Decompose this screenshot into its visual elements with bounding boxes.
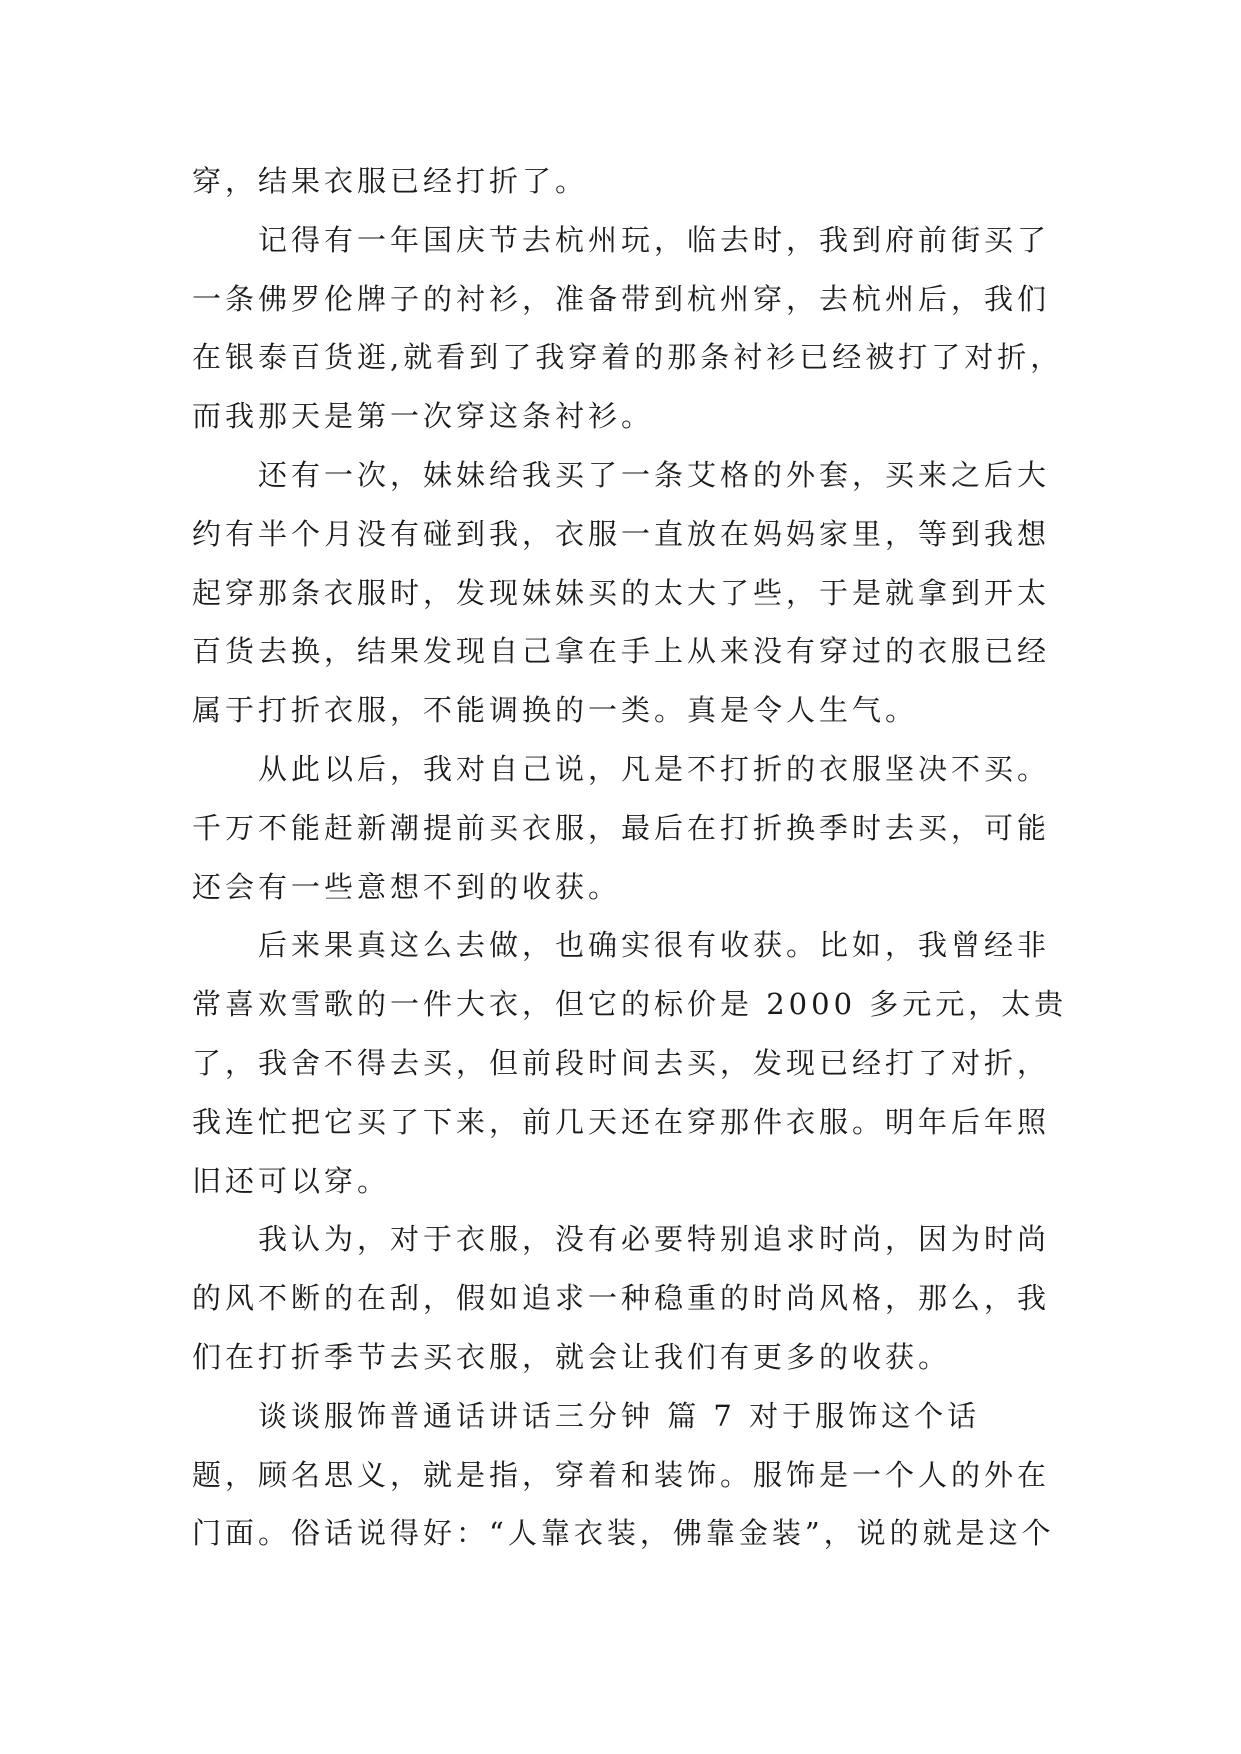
text-line: 我认为，对于衣服，没有必要特别追求时尚，因为时尚 xyxy=(258,1222,1051,1257)
text-line: 穿，结果衣服已经打折了。 xyxy=(192,164,589,198)
text-line: 还有一次，妹妹给我买了一条艾格的外套，买来之后大 xyxy=(258,457,1051,492)
text-line: 的风不断的在刮，假如追求一种稳重的时尚风格，那么，我 xyxy=(192,1281,1051,1316)
text-line: 门面。俗话说得好：“人靠衣装，佛靠金装”，说的就是这个 xyxy=(192,1516,1055,1551)
text-line: 一条佛罗伦牌子的衬衫，准备带到杭州穿，去杭州后，我们 xyxy=(192,281,1051,316)
text-line: 们在打折季节去买衣服，就会让我们有更多的收获。 xyxy=(192,1339,952,1374)
paragraph xyxy=(192,211,1062,446)
body-text xyxy=(192,152,1068,1563)
text-line: 常喜欢雪歌的一件大衣，但它的标价是 2000 多元元，太贵 xyxy=(192,987,1068,1022)
text-line: 在银泰百货逛,就看到了我穿着的那条衬衫已经被打了对折， xyxy=(192,340,1064,375)
text-line: 属于打折衣服，不能调换的一类。真是令人生气。 xyxy=(192,693,919,728)
paragraph xyxy=(192,1210,1062,1386)
paragraph xyxy=(192,916,1068,1210)
text-line: 后来果真这么去做，也确实很有收获。比如，我曾经非 xyxy=(258,928,1051,963)
text-line: 而我那天是第一次穿这条衬衫。 xyxy=(192,399,655,434)
text-line: 约有半个月没有碰到我，衣服一直放在妈妈家里，等到我想 xyxy=(192,516,1051,551)
text-line: 千万不能赶新潮提前买衣服，最后在打折换季时去买，可能 xyxy=(192,810,1051,845)
text-line: 百货去换，结果发现自己拿在手上从来没有穿过的衣服已经 xyxy=(192,634,1051,669)
text-line: 谈谈服饰普通话讲话三分钟 篇 7 对于服饰这个话 xyxy=(258,1398,981,1433)
paragraph xyxy=(192,1387,1062,1563)
text-line: 题，顾名思义，就是指，穿着和装饰。服饰是一个人的外在 xyxy=(192,1457,1051,1492)
paragraph xyxy=(192,740,1062,916)
text-line: 从此以后，我对自己说，凡是不打折的衣服坚决不买。 xyxy=(258,751,1051,786)
text-line: 起穿那条衣服时，发现妹妹买的太大了些，于是就拿到开太 xyxy=(192,575,1051,610)
text-line: 旧还可以穿。 xyxy=(192,1163,391,1198)
text-line: 记得有一年国庆节去杭州玩，临去时，我到府前街买了 xyxy=(258,222,1051,257)
text-line: 了，我舍不得去买，但前段时间去买，发现已经打了对折， xyxy=(192,1045,1051,1080)
paragraph xyxy=(192,152,1062,211)
text-line: 我连忙把它买了下来，前几天还在穿那件衣服。明年后年照 xyxy=(192,1104,1051,1139)
text-line: 还会有一些意想不到的收获。 xyxy=(192,869,622,904)
paragraph xyxy=(192,446,1062,740)
